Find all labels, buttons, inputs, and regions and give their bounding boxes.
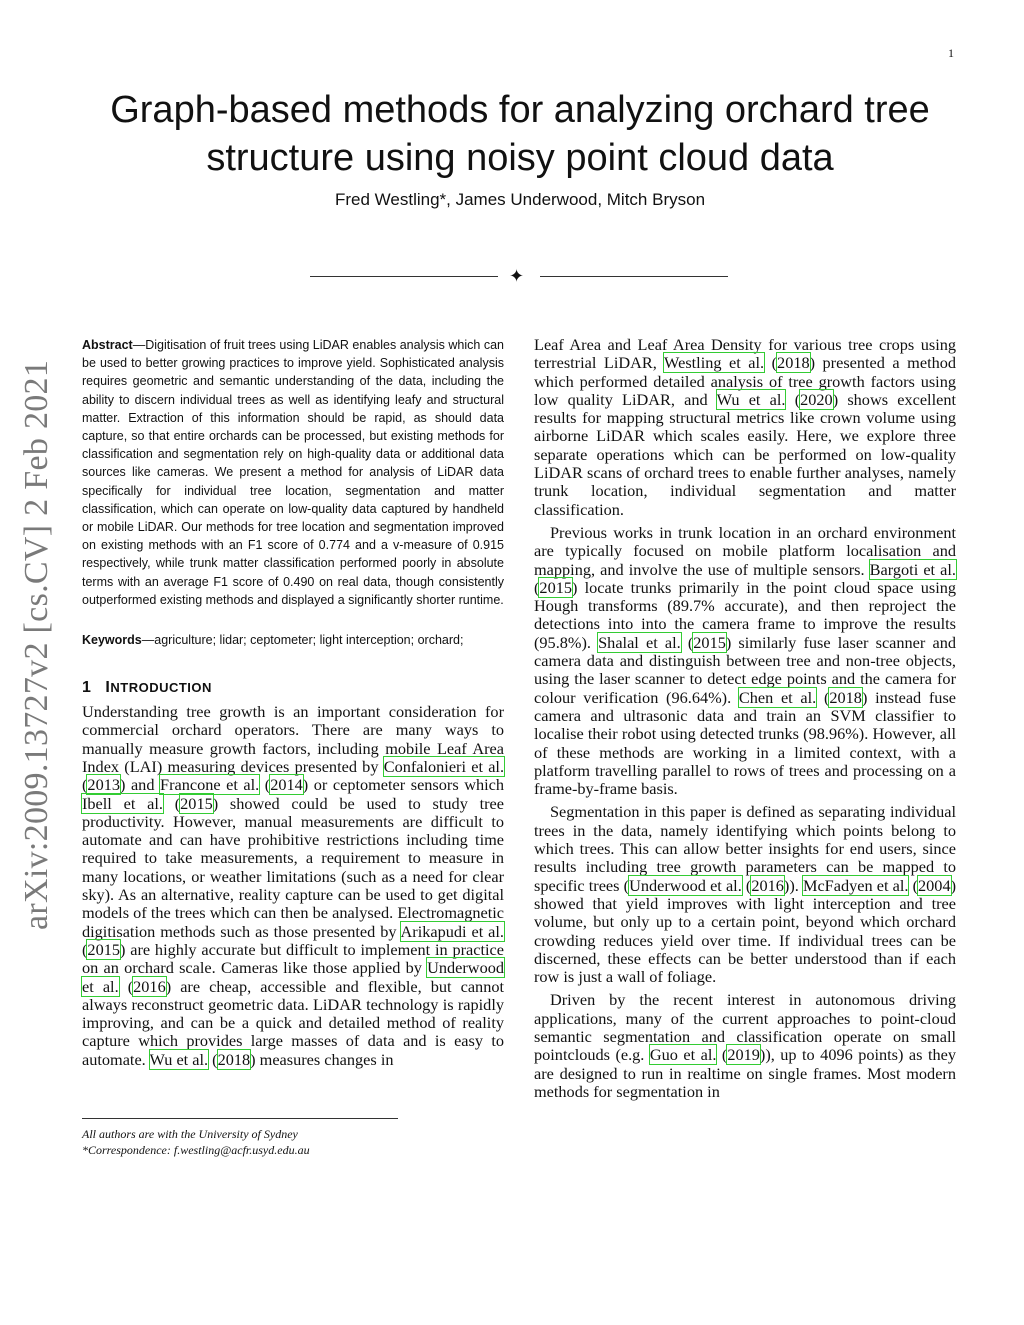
- paper-title: [60, 86, 980, 182]
- citation-link[interactable]: Guo et al.: [649, 1045, 717, 1065]
- keywords-text: —agriculture; lidar; ceptometer; light interception; orchard;: [141, 633, 464, 648]
- text-run: locate trunks primarily in the point cloud space using Hough transforms (89.7% accurate), and then reproject the detections into into the camera frame to improve the results (95.8%).: [534, 577, 956, 652]
- citation-link[interactable]: Arikapudi et al.: [400, 921, 505, 941]
- intro-paragraph-1: Understanding tree growth is an important consideration for commercial orchard operators. There are many ways to manually measure growth factors, including mobile Leaf Area Index (LAI) measuring devices presented by Confalonieri et al. (2013) and Francone et al. (2014) or ceptometer sensors which Ibell et al. (2015) showed could be used to study tree productivity. However, manual measurements are difficult to automate and can have prohibitive restrictions including time required to take measurements, a requirement to measure in many locations, or weather limitations (such as a need for clear sky). As an alternative, reality capture can be used to get digital models of the trees which can then be analysed. Electromagnetic digitisation methods such as those presented by Arikapudi et al. (2015) are highly accurate but difficult to implement in practice on an orchard scale. Cameras like those applied by Underwood et al. (2016) are cheap, accessible and flexible, but cannot always reconstruct geometric data. LiDAR technology is rapidly improving, and can be a quick and detailed method of reality capture which provides large masses of data and is easy to automate. Wu et al. (2018) measures changes in: [82, 702, 505, 1069]
- left-column: [82, 336, 504, 1069]
- citation-year-link[interactable]: 2014: [270, 775, 303, 795]
- divider-right: [540, 276, 728, 277]
- citation-link[interactable]: Underwood et al.: [82, 958, 504, 996]
- text-run: shows excellent results for mapping structural metrics like crown volume using airborne LiDAR which scales easily. Here, we explore three separate operations which can be performed on low-quality LiDAR scans of orchard trees to enable further analyses, namely trunk location, individual segmentation and matter classification.: [534, 389, 956, 519]
- text-run: are cheap, accessible and flexible, but cannot always reconstruct geometric data. LiDAR technology is rapidly improving, and can be a quick and detailed method of reality capture which provides large masses of data and is easy to automate.: [82, 976, 504, 1069]
- citation-year-link[interactable]: 2015: [180, 793, 213, 813]
- section-heading-introduction: [82, 679, 504, 697]
- citation-link[interactable]: Chen et al.: [738, 687, 817, 707]
- right-paragraph-3: Segmentation in this paper is defined as separating individual trees in the data, namely identifying which points belong to which trees. This can allow better insights for end users, since results including tree growth parameters can be mapped to specific trees (Underwood et al. (2016)). McFadyen et al. (2004) showed that yield improves with light interception and tree volume, but only up to a certain point, beyond which orchard crowding reduces yield over time. If individual trees can be discerned, these effects can be better understood than if each row is just a wall of foliage.: [534, 802, 956, 987]
- citation-link[interactable]: Shalal et al.: [598, 632, 681, 652]
- citation-year-link[interactable]: 2015: [693, 632, 726, 652]
- text-run: ), up to 4096 points) as they are designed to run in realtime on single frames. Most modern methods for segmentation in: [534, 1045, 956, 1101]
- section-number: 1: [82, 679, 92, 697]
- section-title-rest: NTRODUCTION: [110, 680, 212, 696]
- citation-year-link[interactable]: 2018: [217, 1049, 251, 1069]
- divider-left: [310, 276, 498, 277]
- text-run: and: [125, 775, 161, 795]
- citation-year-link[interactable]: 2020: [800, 389, 833, 409]
- abstract-label: Abstract: [82, 338, 133, 352]
- text-run: Driven by the recent interest in autonomous driving applications, many of the current approaches to point-cloud semantic segmentation and classification operate on small pointclouds (e.g.: [534, 990, 956, 1065]
- authors: Fred Westling*, James Underwood, Mitch Bryson: [334, 190, 706, 209]
- title-line-1: Graph-based methods for analyzing orchard tree: [110, 89, 930, 131]
- ornament-icon: ✦: [509, 266, 525, 287]
- citation-year-link[interactable]: 2019: [727, 1045, 760, 1065]
- text-run: are highly accurate but difficult to implement in practice on an orchard scale. Cameras like those applied by: [82, 939, 504, 978]
- text-run: showed could be used to study tree productivity. However, manual measurements are difficult to automate and can have prohibitive restrictions including time required to take measurements, a requirement to measure in many locations, or weather limitations (such as a need for clear sky). As an alternative, reality capture can be used to get digital models of the trees which can then be analysed. Electromagnetic digitisation methods such as those presented by: [82, 793, 505, 941]
- text-run: Understanding tree growth is an important consideration for commercial orchard operators. There are many ways to manually measure growth factors, including mobile Leaf Area Index (LAI) measuring devices presented by: [82, 702, 504, 776]
- footnote-correspondence: *Correspondence: f.westling@acfr.usyd.edu.au: [82, 1143, 310, 1157]
- citation-link[interactable]: Westling et al.: [664, 353, 765, 373]
- right-paragraph-4: Driven by the recent interest in autonomous driving applications, many of the current approaches to point-cloud semantic segmentation and classification operate on small pointclouds (e.g. Guo et al. (2019)), up to 4096 points) as they are designed to run in realtime on single frames. Most modern methods for segmentation in: [534, 990, 956, 1101]
- text-run: instead fuse camera and ultrasonic data and train an SVM classifier to localise their robot using detected trunks (98.96%). However, all of these methods are working in a limited context, with a platform travelling parallel to rows of trees and processing on a frame-by-frame basis.: [534, 687, 957, 799]
- keywords-label: Keywords: [82, 633, 142, 648]
- citation-year-link[interactable]: 2015: [539, 577, 572, 597]
- citation-year-link[interactable]: 2015: [87, 939, 120, 959]
- citation-link[interactable]: Confalonieri et al.: [383, 756, 505, 776]
- text-run: similarly fuse laser scanner and camera data and distinguish between tree and non-tree objects, using the laser scanner to detect edge points and the camera for colour verification (96.64%).: [534, 632, 956, 707]
- citation-link[interactable]: Wu et al.: [716, 389, 786, 409]
- footnote: [82, 1126, 502, 1158]
- footnote-rule: [82, 1118, 398, 1119]
- keywords: [82, 631, 504, 649]
- arxiv-identifier: arXiv:2009.13727v2 [cs.CV] 2 Feb 2021: [18, 359, 55, 930]
- text-run: presented a method which performed detailed analysis of tree growth factors using low quality LiDAR, and: [534, 353, 957, 409]
- text-run: Segmentation in this paper is defined as separating individual trees in the data, namely identifying which points belong to which trees. This can allow better insights for end users, since results including tree growth parameters can be mapped to specific trees (: [534, 802, 956, 895]
- right-paragraph-2: Previous works in trunk location in an orchard environment are typically focused on mobile platform localisation and mapping, and involve the use of multiple sensors. Bargoti et al. (2015) locate trunks primarily in the point cloud space using Hough transforms (89.7% accurate), and then reproject the detections into into the camera frame to improve the results (95.8%). Shalal et al. (2015) similarly fuse laser scanner and camera data and distinguish between tree and non-tree objects, using the laser scanner to detect edge points and the camera for colour verification (96.64%). Chen et al. (2018) instead fuse camera and ultrasonic data and train an SVM classifier to localise their robot using detected trunks (98.96%). However, all of these methods are working in a limited context, with a platform travelling parallel to rows of trees and processing on a frame-by-frame basis.: [534, 522, 957, 799]
- abstract: [82, 336, 504, 609]
- text-run: or ceptometer sensors which: [308, 775, 505, 795]
- citation-year-link[interactable]: 2016: [133, 976, 166, 996]
- section-title-initial: I: [105, 679, 111, 697]
- text-run: showed that yield improves with light interception and tree volume, but only up to a certain point, beyond which orchard crowding reduces yield over time. If individual trees can be discerned, these effects can be better understood than if each row is just a wall of foliage.: [534, 893, 956, 987]
- citation-year-link[interactable]: 2018: [829, 687, 862, 707]
- text-run: Previous works in trunk location in an orchard environment are typically focused on mobile platform localisation and mapping, and involve the use of multiple sensors.: [534, 522, 956, 579]
- citation-link[interactable]: Francone et al.: [160, 775, 260, 795]
- right-column: [534, 336, 956, 1101]
- citation-link[interactable]: Wu et al.: [149, 1049, 209, 1069]
- text-run: ).: [789, 875, 803, 895]
- page-number: 1: [948, 46, 954, 60]
- abstract-text: —Digitisation of fruit trees using LiDAR enables analysis which can be used to better growing practices to improve yield. Sophisticated analysis requires geometric and semantic understanding of the data, including the ability to discern individual trees as well as identifying leafy and structural matter. Extraction of this information should be rapid, as should data capture, so that entire orchards can be processed, but existing methods for classification and segmentation rely on high-quality data or additional data sources like cameras. We present a method for analysis of LiDAR data specifically for individual tree location, segmentation and matter classification, which can operate on low-quality data captured by handheld or mobile LiDAR. Our methods for tree location and segmentation improved on existing methods with an F1 score of 0.774 and a v-measure of 0.915 respectively, while trunk matter classification performed poorly in absolute terms with an average F1 score of 0.490 on real data, though consistently outperformed existing methods and displayed a significantly shorter runtime.: [82, 338, 504, 607]
- citation-year-link[interactable]: 2013: [87, 775, 120, 795]
- citation-link[interactable]: McFadyen et al.: [802, 875, 909, 895]
- text-run: Leaf Area and Leaf Area Density for various tree crops using terrestrial LiDAR,: [534, 335, 956, 373]
- citation-year-link[interactable]: 2016: [751, 875, 784, 895]
- citation-year-link[interactable]: 2004: [918, 875, 951, 895]
- citation-year-link[interactable]: 2018: [777, 353, 810, 373]
- citation-link[interactable]: Bargoti et al.: [869, 559, 956, 579]
- citation-link[interactable]: Ibell et al.: [82, 793, 163, 813]
- footnote-affiliation: All authors are with the University of Sydney: [82, 1127, 298, 1141]
- citation-link[interactable]: Underwood et al.: [629, 875, 742, 895]
- title-line-2: structure using noisy point cloud data: [206, 137, 834, 179]
- text-run: measures changes in: [255, 1049, 394, 1069]
- right-paragraph-1: Leaf Area and Leaf Area Density for various tree crops using terrestrial LiDAR, Westling et al. (2018) presented a method which performed detailed analysis of tree growth factors using low quality LiDAR, and Wu et al. (2020) shows excellent results for mapping structural metrics like crown volume using airborne LiDAR which scales easily. Here, we explore three separate operations which can be performed on low-quality LiDAR scans of orchard trees to enable further analyses, namely trunk location, individual segmentation and matter classification.: [534, 335, 957, 519]
